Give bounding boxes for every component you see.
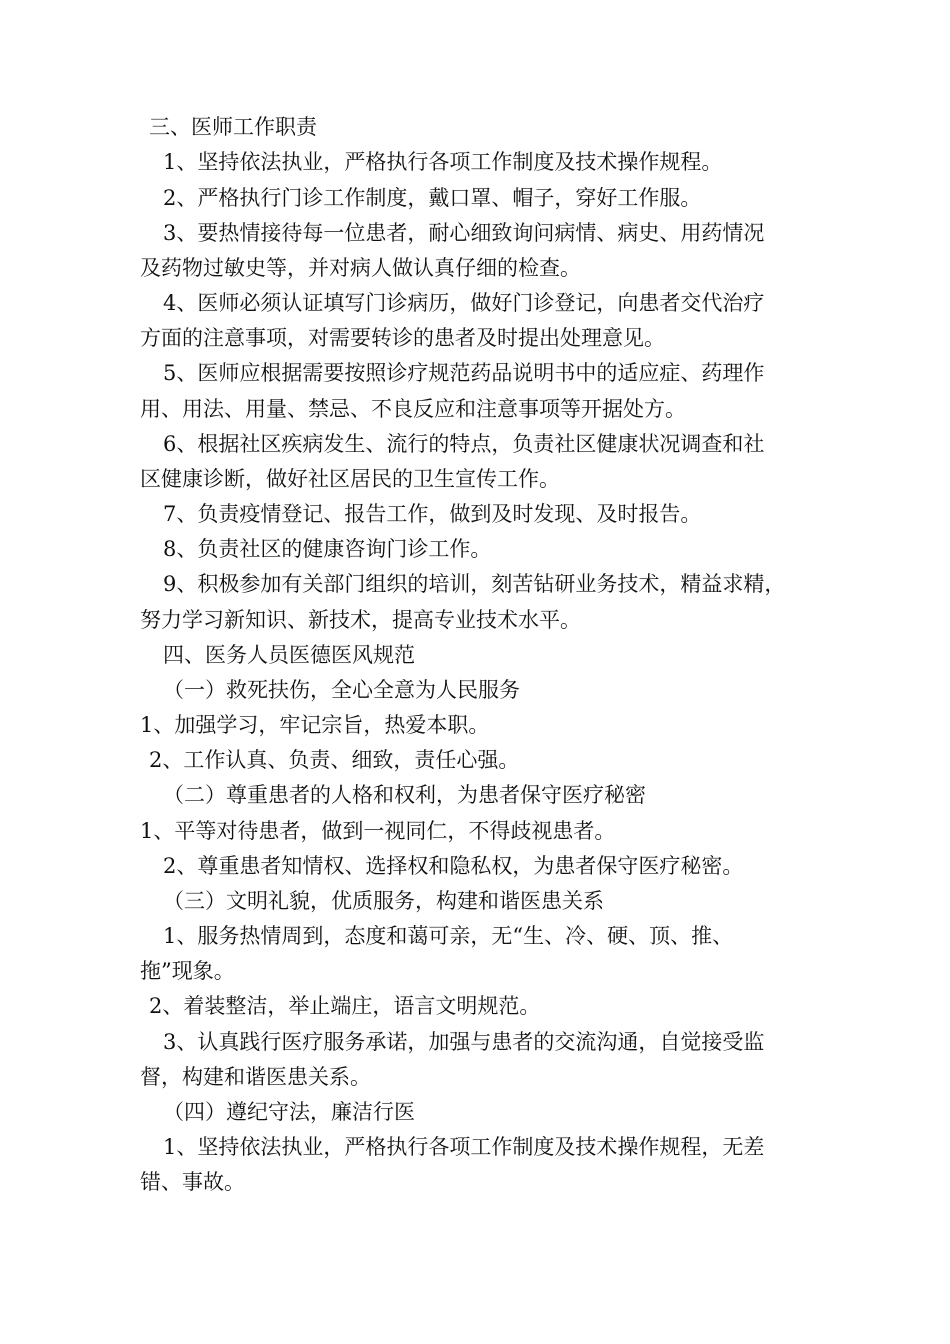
- paragraph-line: 3、认真践行医疗服务承诺，加强与患者的交流沟通，自觉接受监: [163, 1030, 765, 1054]
- paragraph-line: 1、坚持依法执业，严格执行各项工作制度及技术操作规程。: [163, 150, 723, 174]
- subsection-heading: （二）尊重患者的人格和权利，为患者保守医疗秘密: [163, 783, 646, 807]
- paragraph-line: 2、着装整洁，举止端庄，语言文明规范。: [149, 994, 541, 1018]
- paragraph-line: 努力学习新知识、新技术，提高专业技术水平。: [140, 608, 581, 632]
- section-heading-three: 三、医师工作职责: [149, 115, 317, 139]
- subsection-heading: （三）文明礼貌，优质服务，构建和谐医患关系: [163, 889, 604, 913]
- paragraph-line: 3、要热情接待每一位患者，耐心细致询问病情、病史、用药情况: [163, 221, 765, 245]
- paragraph-line: 2、尊重患者知情权、选择权和隐私权，为患者保守医疗秘密。: [163, 854, 744, 878]
- paragraph-line: 错、事故。: [140, 1170, 245, 1194]
- paragraph-line: 7、负责疫情登记、报告工作，做到及时发现、及时报告。: [163, 502, 702, 526]
- paragraph-line: 方面的注意事项，对需要转诊的患者及时提出处理意见。: [140, 326, 665, 350]
- paragraph-line: 5、医师应根据需要按照诊疗规范药品说明书中的适应症、药理作: [163, 361, 765, 385]
- paragraph-line: 8、负责社区的健康咨询门诊工作。: [163, 537, 492, 561]
- paragraph-line: 2、工作认真、负责、细致，责任心强。: [149, 748, 520, 772]
- paragraph-line: 1、加强学习，牢记宗旨，热爱本职。: [140, 713, 490, 737]
- section-heading-four: 四、医务人员医德医风规范: [163, 643, 415, 667]
- paragraph-line: 9、积极参加有关部门组织的培训，刻苦钻研业务技术，精益求精，: [163, 572, 786, 596]
- paragraph-line: 4、医师必须认证填写门诊病历，做好门诊登记，向患者交代治疗: [163, 291, 765, 315]
- paragraph-line: 6、根据社区疾病发生、流行的特点，负责社区健康状况调查和社: [163, 432, 765, 456]
- subsection-heading: （四）遵纪守法，廉洁行医: [163, 1100, 415, 1124]
- paragraph-line: 1、平等对待患者，做到一视同仁，不得歧视患者。: [140, 819, 616, 843]
- paragraph-line: 拖”现象。: [140, 959, 235, 983]
- subsection-heading: （一）救死扶伤，全心全意为人民服务: [163, 678, 520, 702]
- paragraph-line: 1、服务热情周到，态度和蔼可亲，无“生、冷、硬、顶、推、: [163, 924, 734, 948]
- paragraph-line: 及药物过敏史等，并对病人做认真仔细的检查。: [140, 256, 581, 280]
- paragraph-line: 督，构建和谐医患关系。: [140, 1065, 371, 1089]
- paragraph-line: 用、用法、用量、禁忌、不良反应和注意事项等开据处方。: [140, 397, 686, 421]
- paragraph-line: 区健康诊断，做好社区居民的卫生宣传工作。: [140, 467, 560, 491]
- paragraph-line: 1、坚持依法执业，严格执行各项工作制度及技术操作规程，无差: [163, 1135, 765, 1159]
- paragraph-line: 2、严格执行门诊工作制度，戴口罩、帽子，穿好工作服。: [163, 186, 702, 210]
